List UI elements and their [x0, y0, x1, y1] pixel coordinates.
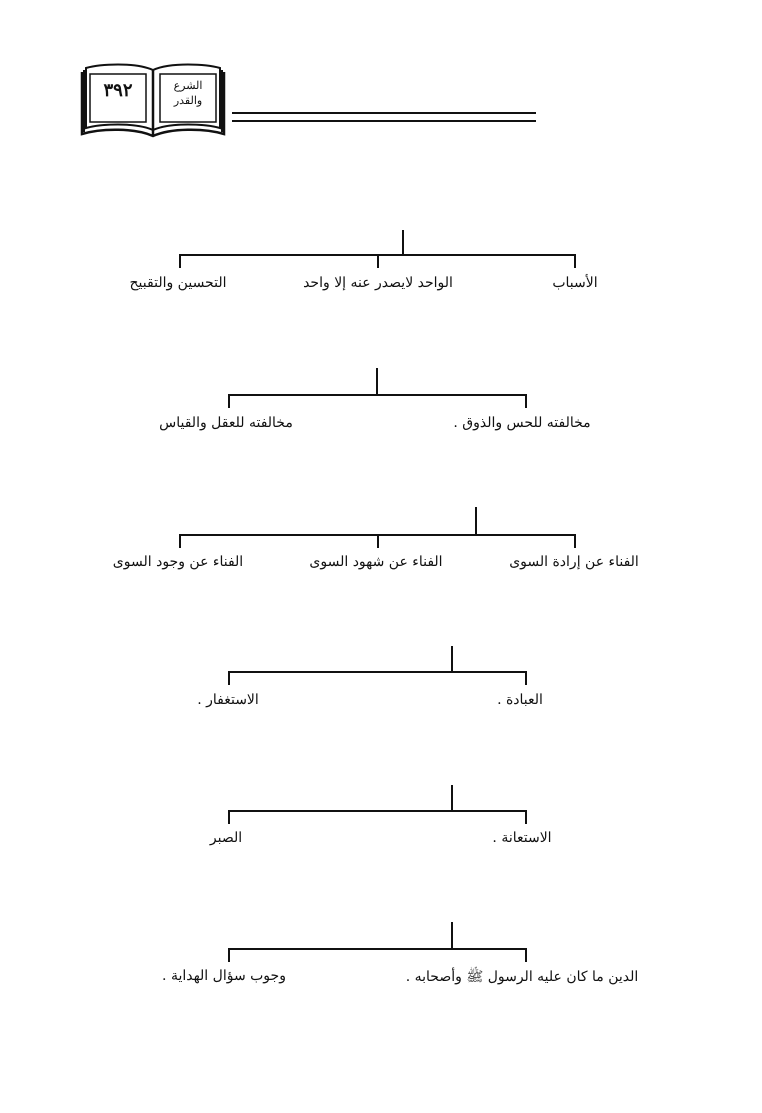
tree-branch [377, 534, 379, 548]
tree-leaf: الفناء عن شهود السوى [309, 554, 443, 570]
tree-leaf: الفناء عن وجود السوى [112, 554, 244, 570]
tree-branch [525, 671, 527, 685]
book-emblem [80, 62, 226, 138]
tree-leaf: الواحد لايصدر عنه إلا واحد [303, 275, 453, 291]
tree-branch [228, 671, 230, 685]
tree-branch [228, 394, 230, 408]
tree-branch [179, 254, 181, 268]
tree-stem [402, 230, 404, 254]
tree-branch [179, 534, 181, 548]
tree-leaf: الفناء عن إرادة السوى [509, 554, 639, 570]
book-subject [158, 78, 218, 108]
page-number: ٣٩٢ [103, 80, 133, 101]
tree-leaf: الأسباب [552, 275, 598, 291]
tree-leaf: العبادة . [497, 692, 543, 708]
tree-bar [228, 394, 526, 396]
tree-bar [228, 671, 526, 673]
tree-stem [451, 922, 453, 948]
tree-bar [228, 810, 526, 812]
tree-leaf: مخالفته للحس والذوق . [453, 415, 591, 431]
tree-branch [228, 810, 230, 824]
tree-branch [574, 534, 576, 548]
header-rule-bottom [232, 120, 536, 122]
tree-stem [451, 785, 453, 810]
tree-stem [475, 507, 477, 534]
tree-leaf: التحسين والتقبيح [129, 275, 227, 291]
tree-leaf: الدين ما كان عليه الرسول ﷺ وأصحابه . [405, 969, 639, 985]
tree-branch [574, 254, 576, 268]
tree-branch [377, 254, 379, 268]
book-subject-line1: الشرع [173, 79, 203, 92]
tree-branch [525, 810, 527, 824]
header-rule-top [232, 112, 536, 114]
tree-stem [451, 646, 453, 671]
tree-bar [228, 948, 526, 950]
tree-leaf: الصبر [209, 830, 243, 846]
tree-branch [228, 948, 230, 962]
tree-stem [376, 368, 378, 394]
tree-branch [525, 394, 527, 408]
tree-leaf: مخالفته للعقل والقياس [159, 415, 293, 431]
tree-leaf: وجوب سؤال الهداية . [162, 968, 286, 984]
tree-leaf: الاستعانة . [492, 830, 552, 846]
tree-branch [525, 948, 527, 962]
book-subject-line2: والقدر [173, 94, 203, 107]
tree-leaf: الاستغفار . [197, 692, 259, 708]
